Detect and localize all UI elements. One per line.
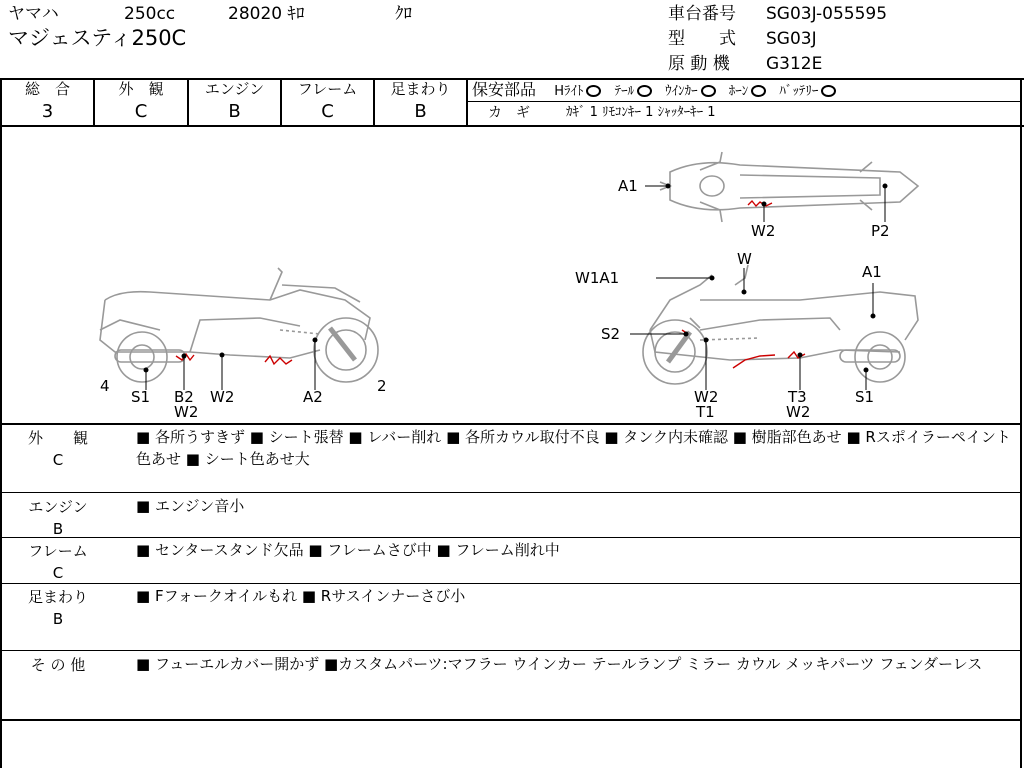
- safety-headlight: Hﾗｲﾄ: [554, 84, 584, 99]
- safety-winker: ｳｲﾝｶｰ: [665, 84, 698, 99]
- type-value: SG03J: [766, 29, 817, 49]
- diagram-label: A2: [303, 388, 323, 406]
- divider: [466, 78, 468, 126]
- diagram-label: W2: [786, 403, 811, 421]
- displacement: 250cc: [124, 4, 176, 24]
- diagram-label: W2: [174, 403, 199, 421]
- diagram-label: S1: [855, 388, 875, 406]
- divider: [0, 583, 1022, 584]
- maker: ヤマハ: [8, 4, 59, 24]
- safety-parts: [472, 82, 844, 98]
- diagram-label: A1: [618, 177, 638, 195]
- color: ｸﾛ: [395, 4, 412, 24]
- mileage: 28020 ｷﾛ: [228, 4, 305, 24]
- engine-label: 原 動 機: [668, 54, 730, 74]
- ok-circle-icon: [637, 85, 652, 97]
- diagram-label: W2: [210, 388, 235, 406]
- key-items: ｶｷﾞ 1 ﾘﾓｺﾝｷｰ 1 ｼｬｯﾀｰｷｰ 1: [566, 105, 716, 120]
- safety-horn: ﾎｰﾝ: [728, 84, 749, 99]
- diagram-label: 4: [100, 377, 110, 395]
- damage-mark: [748, 201, 772, 206]
- divider: [0, 423, 1022, 425]
- diagram-label: S2: [601, 325, 621, 343]
- ok-circle-icon: [701, 85, 716, 97]
- divider: [0, 492, 1022, 493]
- divider: [0, 719, 1022, 721]
- scooter-left-view: [100, 268, 378, 382]
- damage-mark: [733, 355, 775, 368]
- type-label: 型 式: [668, 29, 736, 49]
- safety-label: 保安部品: [472, 80, 537, 99]
- safety-battery: ﾊﾞｯﾃﾘｰ: [779, 84, 819, 99]
- ok-circle-icon: [751, 85, 766, 97]
- frame-no: SG03J-055595: [766, 4, 888, 24]
- diagram-label: P2: [871, 222, 890, 240]
- key-label: カ ギ: [488, 105, 530, 121]
- scooter-top-view: [660, 152, 918, 222]
- diagram-label: W2: [751, 222, 776, 240]
- divider: [466, 101, 1022, 102]
- divider: [0, 537, 1022, 538]
- model-name: マジェスティ250C: [8, 26, 187, 50]
- damage-diagram: [0, 126, 1022, 424]
- engine-value: G312E: [766, 54, 823, 74]
- ok-circle-icon: [821, 85, 836, 97]
- diagram-label: T3: [788, 388, 807, 406]
- diagram-label: 2: [377, 377, 387, 395]
- diagram-label: B2: [174, 388, 194, 406]
- safety-tail: ﾃｰﾙ: [614, 84, 635, 99]
- diagram-label: W1A1: [575, 269, 620, 287]
- scooter-right-view: [643, 265, 918, 384]
- diagram-label: S1: [131, 388, 151, 406]
- diagram-label: W: [737, 250, 752, 268]
- diagram-label: T1: [696, 403, 715, 421]
- ok-circle-icon: [586, 85, 601, 97]
- frame-no-label: 車台番号: [668, 4, 736, 24]
- divider: [0, 650, 1022, 651]
- diagram-label: W2: [694, 388, 719, 406]
- diagram-label: A1: [862, 263, 882, 281]
